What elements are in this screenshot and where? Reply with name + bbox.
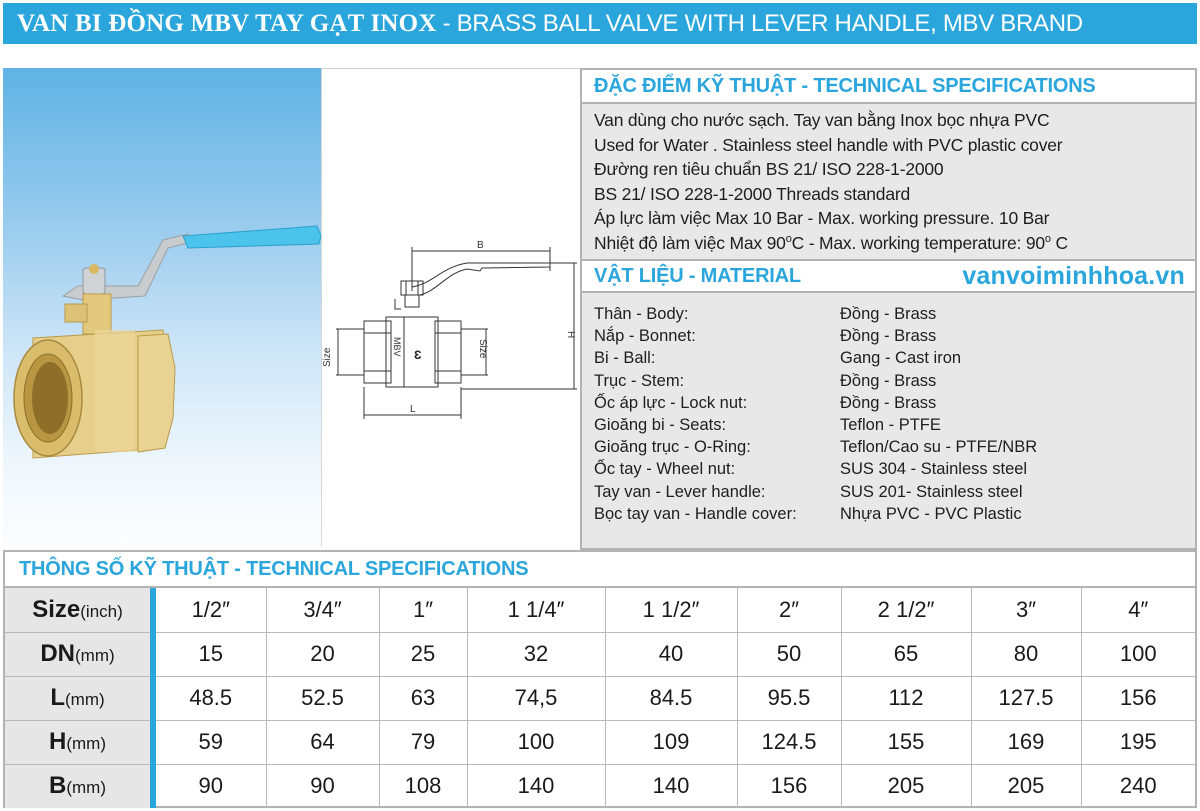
- feature-line: Van dùng cho nước sạch. Tay van bằng Inox bọc nhựa PVC: [594, 110, 1050, 130]
- table-cell: 40: [605, 632, 737, 676]
- feature-line: Used for Water . Stainless steel handle with PVC plastic cover: [594, 134, 1063, 155]
- table-row-h: [5, 720, 1195, 764]
- table-cell: 79: [379, 720, 467, 764]
- title-english: BRASS BALL VALVE WITH LEVER HANDLE, MBV BRAND: [456, 9, 1083, 37]
- table-row-size: [5, 588, 1195, 632]
- temp-text: C - Max. working temperature: 90: [791, 232, 1045, 253]
- spec-table: [5, 588, 1195, 808]
- feature-line: Đường ren tiêu chuẩn BS 21/ ISO 228-1-2000: [594, 159, 944, 179]
- material-value: Teflon - PTFE: [840, 416, 941, 435]
- table-cell: 59: [153, 720, 266, 764]
- table-cell: 2 1/2″: [841, 588, 971, 632]
- material-part: Ốc áp lực - Lock nut:: [594, 393, 748, 412]
- table-cell: 2″: [737, 588, 841, 632]
- feature-line: BS 21/ ISO 228-1-2000 Threads standard: [594, 183, 911, 204]
- table-cell: 140: [605, 764, 737, 808]
- material-row: [594, 347, 1183, 369]
- table-cell: 90: [266, 764, 379, 808]
- table-cell: 1″: [379, 588, 467, 632]
- title-vietnamese: VAN BI ĐỒNG MBV TAY GẠT INOX: [17, 9, 437, 37]
- table-cell: 240: [1119, 773, 1157, 799]
- svg-text:H: H: [565, 331, 576, 339]
- table-cell: 63: [379, 676, 467, 720]
- materials-list: [582, 293, 1195, 525]
- row-unit: (mm): [65, 690, 105, 709]
- svg-text:Size: Size: [477, 339, 488, 359]
- table-heading: THÔNG SỐ KỸ THUẬT - TECHNICAL SPECIFICATIONS: [5, 552, 1195, 588]
- table-cell: 3/4″: [266, 588, 379, 632]
- row-header: [5, 764, 153, 808]
- row-header: [5, 632, 153, 676]
- table-cell: 52.5: [266, 676, 379, 720]
- feature-line: Áp lực làm việc Max 10 Bar - Max. working pressure. 10 Bar: [594, 208, 1050, 228]
- material-row: [594, 458, 1183, 480]
- table-cell: 64: [266, 720, 379, 764]
- table-cell: 1/2″: [153, 588, 266, 632]
- table-cell: 1 1/2″: [605, 588, 737, 632]
- material-value: SUS 304 - Stainless steel: [840, 460, 1028, 479]
- svg-text:MBV: MBV: [392, 337, 402, 357]
- material-row: [594, 503, 1183, 525]
- table-cell: 140: [467, 764, 605, 808]
- material-row: [594, 325, 1183, 347]
- website-label: vanvoiminhhoa.vn: [962, 261, 1185, 290]
- table-row-l: [5, 676, 1195, 720]
- material-value: SUS 201- Stainless steel: [840, 482, 1023, 501]
- table-cell: 4″: [1081, 588, 1195, 632]
- materials-heading: VẬT LIỆU - MATERIAL: [594, 264, 801, 287]
- table-cell: 100: [467, 720, 605, 764]
- title-bar: [3, 3, 1197, 44]
- table-cell: 90: [153, 764, 266, 808]
- row-unit: (inch): [80, 601, 123, 621]
- material-part: Ốc tay - Wheel nut:: [594, 460, 736, 479]
- materials-header: [582, 259, 1195, 293]
- material-row: [594, 436, 1183, 458]
- table-row-b: [5, 764, 1195, 808]
- table-cell: 1 1/4″: [467, 588, 605, 632]
- temp-text: Nhiệt độ làm việc Max 90: [594, 232, 786, 253]
- table-cell: 50: [737, 632, 841, 676]
- table-cell: 124.5: [737, 720, 841, 764]
- material-row: [594, 481, 1183, 503]
- material-row: [594, 392, 1183, 414]
- table-cell: 3″: [971, 588, 1081, 632]
- material-part: Tay van - Lever handle:: [594, 482, 766, 501]
- svg-text:L: L: [410, 404, 416, 415]
- material-part: Bọc tay van - Handle cover:: [594, 504, 797, 523]
- table-cell: 84.5: [605, 676, 737, 720]
- table-cell: 195: [1081, 720, 1195, 764]
- row-header: [5, 588, 153, 632]
- feature-line-temperature: [594, 231, 1183, 256]
- valve-dimension-drawing-icon: [322, 69, 581, 547]
- table-cell: 205: [841, 764, 971, 808]
- specification-panel: [580, 68, 1197, 550]
- row-unit: (mm): [66, 778, 106, 798]
- row-unit: (mm): [75, 646, 115, 665]
- material-value: Đồng - Brass: [840, 327, 937, 346]
- material-value: Nhựa PVC - PVC Plastic: [840, 504, 1022, 523]
- material-part: Trục - Stem:: [594, 371, 685, 390]
- table-cell: 25: [379, 632, 467, 676]
- material-part: Thân - Body:: [594, 305, 689, 323]
- table-cell: 112: [841, 676, 971, 720]
- table-cell: 74,5: [467, 676, 605, 720]
- table-cell: 15: [153, 632, 266, 676]
- features-header: [582, 70, 1195, 104]
- row-unit: (mm): [66, 734, 106, 753]
- table-cell: 156: [737, 764, 841, 808]
- table-cell: 65: [841, 632, 971, 676]
- table-cell: 100: [1081, 632, 1195, 676]
- brass-ball-valve-photo-icon: [3, 68, 321, 546]
- material-value: Gang - Cast iron: [840, 349, 962, 368]
- row-header: [5, 720, 153, 764]
- material-row: [594, 414, 1183, 436]
- material-part: Bi - Ball:: [594, 349, 656, 368]
- material-part: Gioăng bi - Seats:: [594, 416, 727, 435]
- product-photo: [3, 68, 321, 546]
- table-cell: 156: [1081, 676, 1195, 720]
- table-cell: 108: [379, 764, 467, 808]
- table-cell: 127.5: [971, 676, 1081, 720]
- row-key: H: [49, 728, 67, 755]
- dimensions-table: [3, 550, 1197, 808]
- svg-text:Ɛ: Ɛ: [414, 348, 422, 362]
- table-cell: 20: [266, 632, 379, 676]
- row-key: L: [50, 684, 65, 711]
- row-key: Size: [32, 595, 81, 623]
- degree-symbol: o: [1044, 232, 1051, 245]
- row-header: [5, 676, 153, 720]
- row-key: B: [49, 772, 67, 800]
- table-cell: 205: [971, 764, 1081, 808]
- table-row-dn: [5, 632, 1195, 676]
- degree-symbol: o: [785, 232, 792, 245]
- temp-text: C: [1050, 232, 1068, 253]
- material-part: Nắp - Bonnet:: [594, 327, 696, 346]
- features-heading: ĐẶC ĐIỂM KỸ THUẬT - TECHNICAL SPECIFICATIONS: [594, 74, 1096, 97]
- table-cell: 32: [467, 632, 605, 676]
- svg-text:B: B: [477, 240, 484, 251]
- material-value: Teflon/Cao su - PTFE/NBR: [840, 438, 1038, 457]
- title-separator: -: [442, 9, 451, 37]
- table-cell: 80: [971, 632, 1081, 676]
- svg-text:Size: Size: [322, 347, 333, 367]
- material-value: Đồng - Brass: [840, 393, 937, 412]
- material-value: Đồng - Brass: [840, 305, 937, 323]
- features-list: [582, 104, 1195, 259]
- table-cell: 109: [605, 720, 737, 764]
- table-cell: 95.5: [737, 676, 841, 720]
- material-part: Gioăng trục - O-Ring:: [594, 438, 751, 457]
- material-row: [594, 370, 1183, 392]
- material-value: Đồng - Brass: [840, 371, 937, 390]
- row-key: DN: [40, 640, 75, 667]
- table-cell: 155: [841, 720, 971, 764]
- table-cell: 169: [971, 720, 1081, 764]
- technical-drawing: [321, 68, 580, 546]
- material-row: [594, 303, 1183, 325]
- table-cell: 48.5: [153, 676, 266, 720]
